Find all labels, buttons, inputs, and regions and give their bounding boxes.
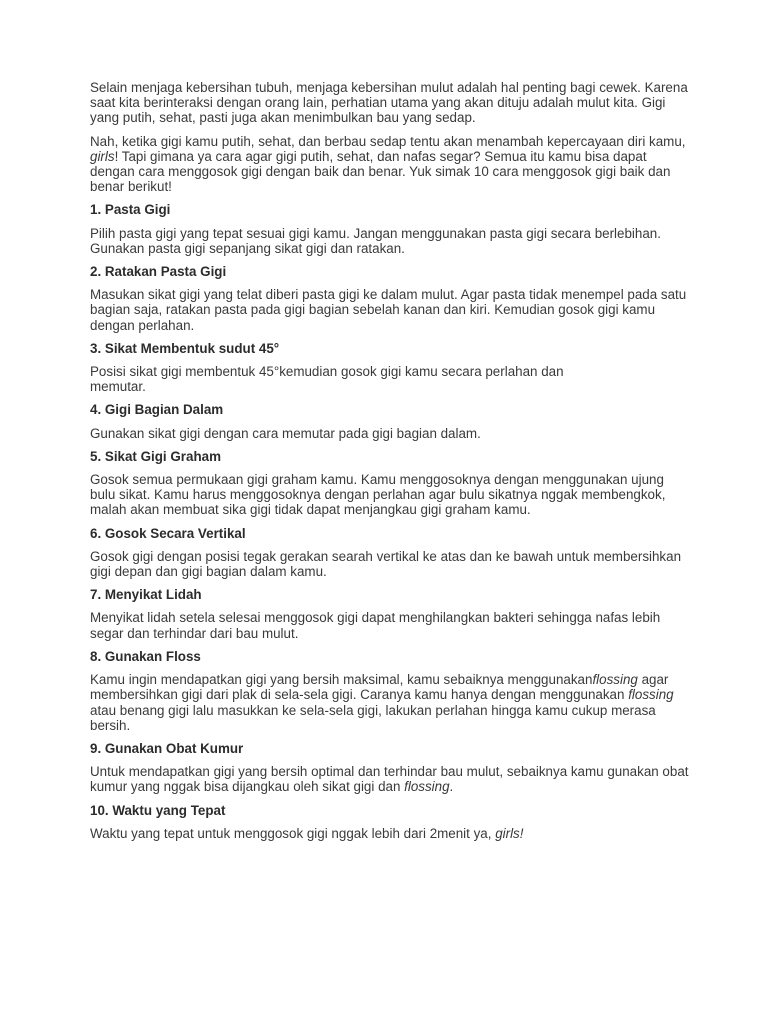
waktu-italic-1: girls! (495, 825, 524, 841)
section-heading-9: 9. Gunakan Obat Kumur (90, 740, 244, 756)
floss-text-2: agar membersihkan gigi dari plak di sela-sela gigi. Caranya kamu hanya dengan menggunakan (90, 672, 669, 703)
intro-paragraph-2 (90, 134, 690, 195)
section-heading-1: 1. Pasta Gigi (90, 202, 171, 218)
section-heading-8: 8. Gunakan Floss (90, 648, 201, 664)
intro2-text-after: ! Tapi gimana ya cara agar gigi putih, sehat, dan nafas segar? Semua itu kamu bisa dapat dengan cara menggosok gigi dengan baik dan benar. Yuk simak 10 cara menggosok gigi baik dan benar berikut! (90, 148, 671, 195)
intro2-text-before: Nah, ketika gigi kamu putih, sehat, dan berbau sedap tentu akan menambah kepercayaan diri kamu, (90, 133, 686, 149)
section-text-6: Gosok gigi dengan posisi tegak gerakan searah vertikal ke atas dan ke bawah untuk membersihkan gigi depan dan gigi bagian dalam kamu. (90, 548, 682, 580)
section-heading-3: 3. Sikat Membentuk sudut 45° (90, 340, 280, 356)
section-text-10 (90, 826, 690, 841)
section-heading-5: 5. Sikat Gigi Graham (90, 448, 221, 464)
intro2-italic: girls (90, 148, 115, 164)
article (90, 80, 690, 849)
floss-italic-2: flossing (628, 687, 674, 703)
section-text-2: Masukan sikat gigi yang telat diberi pasta gigi ke dalam mulut. Agar pasta tidak menempel pada satu bagian saja, ratakan pasta pada gigi bagian sebelah kanan dan kiri. Kemudian gosok gigi kamu dengan perlahan. (90, 287, 687, 333)
section-text-7: Menyikat lidah setela selesai menggosok gigi dapat menghilangkan bakteri sehingga nafas lebih segar dan terhindar dari bau mulut. (90, 610, 661, 641)
section-text-8 (90, 672, 690, 733)
intro-paragraph: Selain menjaga kebersihan tubuh, menjaga kebersihan mulut adalah hal penting bagi cewek. Karena saat kita berinteraksi dengan orang lain, perhatian utama yang akan dituju adalah mulut kita. Gigi yang putih, sehat, pasti juga akan menimbulkan bau yang sedap. (90, 80, 688, 126)
section-text-3: Posisi sikat gigi membentuk 45°kemudian gosok gigi kamu secara perlahan dan memutar. (90, 364, 564, 395)
section-heading-2: 2. Ratakan Pasta Gigi (90, 264, 227, 280)
section-heading-4: 4. Gigi Bagian Dalam (90, 402, 224, 418)
kumur-text-2: . (449, 779, 454, 795)
section-heading-7: 7. Menyikat Lidah (90, 587, 202, 603)
section-text-5: Gosok semua permukaan gigi graham kamu. Kamu menggosoknya dengan menggunakan ujung bulu sikat. Kamu harus menggosoknya dengan perlahan agar bulu sikatnya nggak membengkok, malah akan membuat sika gigi tidak dapat menjangkau gigi graham kamu. (90, 472, 666, 518)
waktu-text-1: Waktu yang tepat untuk menggosok gigi nggak lebih dari 2menit ya, (90, 825, 496, 841)
section-text-9 (90, 764, 690, 794)
floss-italic-1: flossing (592, 672, 638, 688)
kumur-text-1: Untuk mendapatkan gigi yang bersih optimal dan terhindar bau mulut, sebaiknya kamu gunakan obat kumur yang nggak bisa dijangkau oleh sikat gigi dan (90, 764, 689, 795)
floss-text-1: Kamu ingin mendapatkan gigi yang bersih maksimal, kamu sebaiknya menggunakan (90, 672, 593, 688)
kumur-italic-1: flossing (404, 779, 450, 795)
section-heading-10: 10. Waktu yang Tepat (90, 802, 226, 818)
section-text-4: Gunakan sikat gigi dengan cara memutar pada gigi bagian dalam. (90, 425, 481, 441)
section-text-1: Pilih pasta gigi yang tepat sesuai gigi kamu. Jangan menggunakan pasta gigi secara berlebihan. Gunakan pasta gigi sepanjang sikat gigi dan ratakan. (90, 225, 661, 256)
floss-text-3: atau benang gigi lalu masukkan ke sela-sela gigi, lakukan perlahan hingga kamu cukup merasa bersih. (90, 702, 656, 733)
section-heading-6: 6. Gosok Secara Vertikal (90, 525, 246, 541)
